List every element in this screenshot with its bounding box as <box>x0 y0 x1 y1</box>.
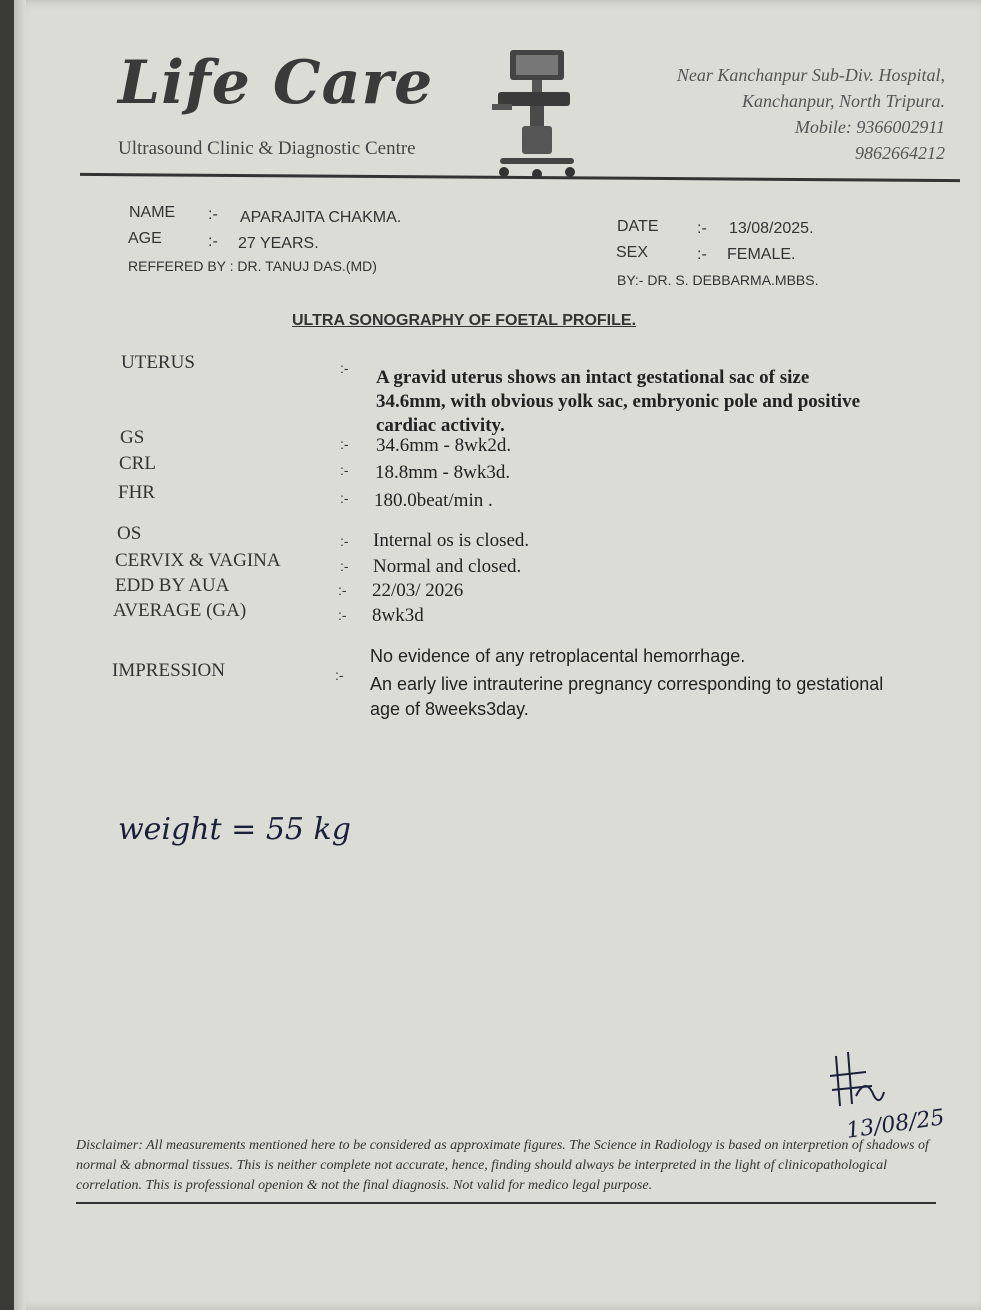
edd-separator: :- <box>338 582 347 598</box>
paper-fold-shadow <box>14 0 26 1310</box>
os-separator: :- <box>340 533 349 549</box>
clinic-tagline: Ultrasound Clinic & Diagnostic Centre <box>118 138 416 159</box>
fhr-separator: :- <box>340 490 349 506</box>
avg-ga-label: AVERAGE (GA) <box>113 600 247 621</box>
age-label: AGE <box>128 230 162 247</box>
fhr-label: FHR <box>118 482 155 503</box>
clinic-address <box>677 62 945 166</box>
patient-age: 27 YEARS. <box>238 235 319 252</box>
name-separator: :- <box>208 206 218 223</box>
no-evidence-note: No evidence of any retroplacental hemorrhage. <box>370 646 746 666</box>
disclaimer: Disclaimer: All measurements mentioned here to be considered as approximate figures. The Science in Radiology is based on interpretion of shadows of normal & abnormal tissues. This is neither complete not accurate, hence, finding should always be interpreted in the light of clinicopathological correlation. This is professional openion & not the final diagnosis. Not valid for medico legal purpose. <box>76 1138 929 1193</box>
crl-label: CRL <box>119 453 156 474</box>
uterus-label: UTERUS <box>121 352 195 373</box>
impression-label: IMPRESSION <box>112 660 225 681</box>
crl-separator: :- <box>340 462 349 478</box>
ultrasound-machine-icon <box>492 46 582 186</box>
os-value: Internal os is closed. <box>373 530 530 551</box>
sex-label: SEX <box>616 244 649 261</box>
footer-divider <box>76 1202 936 1204</box>
cervix-separator: :- <box>340 558 349 574</box>
report-date: 13/08/2025. <box>729 220 814 237</box>
gs-value: 34.6mm - 8wk2d. <box>376 435 512 456</box>
address-line-1: Near Kanchanpur Sub-Div. Hospital, <box>676 65 945 85</box>
mobile-1: Mobile: 9366002911 <box>794 117 945 137</box>
address-line-2: Kanchanpur, North Tripura. <box>741 91 945 111</box>
edd-label: EDD BY AUA <box>115 575 230 596</box>
handwritten-weight: weight = 55 kg <box>118 812 351 847</box>
cervix-value: Normal and closed. <box>373 556 522 577</box>
gs-label: GS <box>120 427 145 448</box>
os-label: OS <box>117 523 142 544</box>
impression-separator: :- <box>335 667 344 683</box>
fhr-value: 180.0beat/min . <box>374 490 493 511</box>
cervix-label: CERVIX & VAGINA <box>115 550 281 571</box>
signature-date: 13/08/25 <box>844 1105 947 1144</box>
edd-value: 22/03/ 2026 <box>372 580 464 601</box>
sex-separator: :- <box>697 246 707 263</box>
doctor-signature <box>826 1046 886 1116</box>
mobile-2: 9862664212 <box>855 143 945 163</box>
date-label: DATE <box>617 218 659 235</box>
avg-ga-separator: :- <box>338 607 347 623</box>
avg-ga-value: 8wk3d <box>372 605 424 626</box>
examined-by: BY:- DR. S. DEBBARMA.MBBS. <box>617 272 819 288</box>
uterus-finding: A gravid uterus shows an intact gestational sac of size 34.6mm, with obvious yolk sac, embryonic pole and positive cardiac activity. <box>376 367 861 436</box>
clinic-logo: Life Care <box>118 48 434 118</box>
impression-text: An early live intrauterine pregnancy corresponding to gestational age of 8weeks3day. <box>370 674 884 719</box>
referred-by: REFFERED BY : DR. TANUJ DAS.(MD) <box>128 258 377 274</box>
patient-name: APARAJITA CHAKMA. <box>240 209 402 226</box>
gs-separator: :- <box>340 436 349 452</box>
patient-sex: FEMALE. <box>727 246 796 263</box>
uterus-separator: :- <box>340 360 349 376</box>
crl-value: 18.8mm - 8wk3d. <box>375 462 511 483</box>
age-separator: :- <box>208 233 218 250</box>
date-separator: :- <box>697 220 707 237</box>
report-title: ULTRA SONOGRAPHY OF FOETAL PROFILE. <box>292 312 637 329</box>
name-label: NAME <box>129 204 176 221</box>
